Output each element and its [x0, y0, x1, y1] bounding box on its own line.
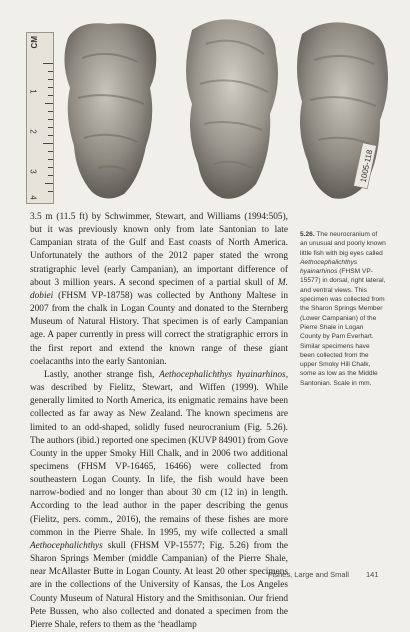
specimen-figure: [18, 14, 396, 204]
body-text-column: [30, 211, 288, 632]
scale-number-1: 1: [28, 89, 38, 94]
cm-scale-ruler: [26, 32, 54, 204]
scale-number-3: 3: [28, 169, 38, 174]
paragraph-1: 3.5 m (11.5 ft) by Schwimmer, Stewart, and Williams (1994:505), but it was previously known only from late Santonian to late Campanian strata of the Gulf and East coasts of North America. Unfortunately the authors of the 2012 paper stated the wrong stratigraphic level (early Campanian), an important difference of about 3 million years. A second specimen of a partial skull of M. dobiei (FHSM VP-18758) was collected by Anthony Maltese in 2007 from the chalk in Logan County and donated to the Sternberg Museum of Natural History. That specimen is of early Campanian age. A paper currently in press will correct the stratigraphic errors in the first report and extend the known range of these giant coelacanths into the early Santonian.: [30, 212, 288, 367]
specimen-ventral-view: [288, 16, 394, 204]
specimen-number-label: 1005-118: [358, 148, 375, 184]
scale-unit-label: CM: [30, 36, 39, 49]
specimen-lateral-view: [176, 14, 284, 204]
scale-number-4: 4: [28, 195, 38, 200]
scale-number-2: 2: [28, 129, 38, 134]
specimen-dorsal-view: [58, 18, 162, 204]
caption-number: 5.26.: [300, 231, 315, 238]
figure-caption: 5.26. The neurocranium of an unusual and poorly known little fish with big eyes called Aethocephalichthys hyainarhinos (FHSM VP-15577) in dorsal, right lateral, and ventral views. This specimen was collected from the Sharon Springs Member (Lower Campanian) of the Pierre Shale in Logan County by Pam Everhart. Similar specimens have been collected from the upper Smoky Hill Chalk, some as low as the Middle Santonian. Scale in mm.: [300, 231, 386, 387]
page-number: 141: [366, 570, 379, 579]
paragraph-2: Lastly, another strange fish, Aethocephalichthys hyainarhinos, was described by Fielitz, Stewart, and Wiffen (1999). While generally limited to North America, its enigmatic remains have been collected as far away as New Zealand. The known specimens are limited to an odd-shaped, solidly fused neurocranium (Fig. 5.26). The authors (ibid.) reported one specimen (KUVP 84901) from Gove County in the upper Smoky Hill Chalk, and in 2006 two additional specimens (FHSM VP-16465, 16466) were collected from southeastern Logan County. In life, the fish would have been narrow-bodied and no longer than about 30 cm (12 in) in length. According to the lead author in the paper describing the genus (Fielitz, pers. comm., 2016), the remains of these fishes are more common in the Pierre Shale. In 1995, my wife collected a small Aethocephalichthys skull (FHSM VP-15577; Fig. 5.26) from the Sharon Springs Member (middle Campanian) of the Pierre Shale, near McAllaster Butte in Logan County. At least 20 other specimens are in the collections of the University of Kansas, the Los Angeles County Museum of Natural History and the Smithsonian. Our friend Pete Bussen, who also collected and donated a specimen from the Pierre Shale, refers to them as the ‘headlamp: [30, 369, 289, 630]
running-title: Fishes, Large and Small: [268, 570, 349, 579]
